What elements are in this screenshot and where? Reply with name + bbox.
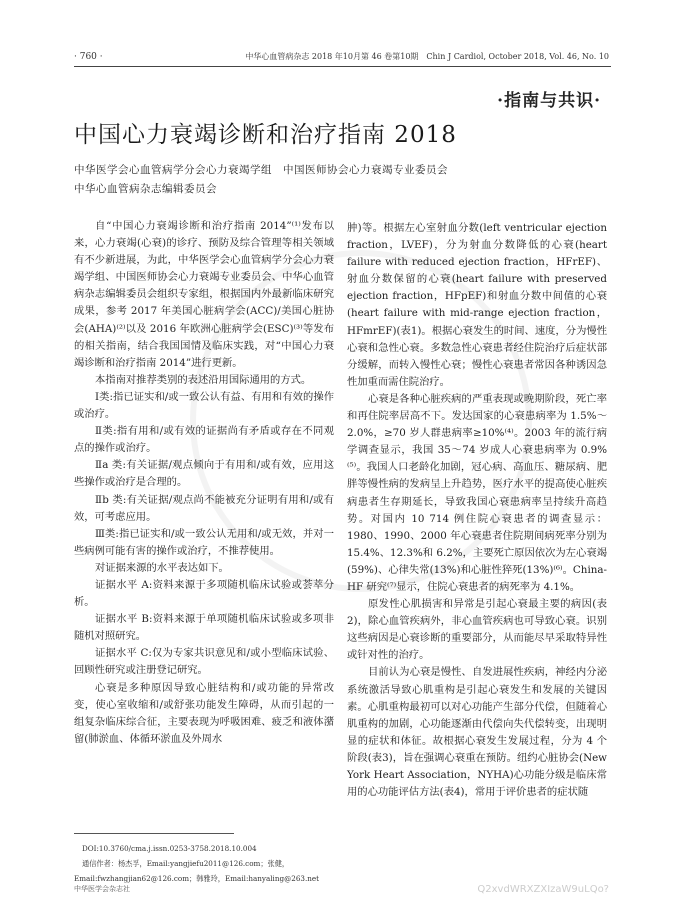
paragraph: 心衰是各种心脏疾病的严重表现或晚期阶段，死亡率和再住院率居高不下。发达国家的心衰患病率为 1.5%～2.0%，≥70 岁人群患病率≥10%⁽⁴⁾。2003 年的流行病学调查显示，我国 35～74 岁成人心衰患病率为 0.9%⁽⁵⁾。我国人口老龄化加剧，冠心病、高血压、糖尿病、肥胖等慢性病的发病呈上升趋势，医疗水平的提高使心脏疾病患者生存期延长，导致我国心衰患病率呈持续升高趋势。对国内 10 714 例住院心衰患者的调查显示：1980、1990、2000 年心衰患者住院期间病死率分别为 15.4%、12.3%和 6.2%，主要死亡原因依次为左心衰竭(59%)、心律失常(13%)和心脏性猝死(13%)⁽⁶⁾。China-HF 研究⁽⁷⁾显示，住院心衰患者的病死率为 4.1%。 [347, 392, 607, 593]
doi-text: DOI:10.3760/cma.j.issn.0253-3758.2018.10.004 [82, 844, 257, 853]
paragraph: 证据水平 C:仅为专家共识意见和/或小型临床试验、回顾性研究或注册登记研究。 [74, 647, 334, 677]
paragraph: 目前认为心衰是慢性、自发进展性疾病，神经内分泌系统激活导致心肌重构是引起心衰发生和发展的关键因素。心肌重构最初可以对心功能产生部分代偿，但随着心肌重构的加剧，心功能逐渐由代偿向失代偿转变，出现明显的症状和体征。故根据心衰发生发展过程，分为 4 个阶段(表3)，旨在强调心衰重在预防。纽约心脏协会(New York Heart Association，NYHA)心功能分级是临床常用的心功能评估方法(表4)，常用于评价患者的症状随 [347, 666, 607, 799]
watermark-code: Q2xvdWRXZXIzaW9uLQo? [477, 884, 609, 895]
page-number: · 760 · [74, 52, 103, 62]
paragraph: 心衰是多种原因导致心脏结构和/或功能的异常改变，使心室收缩和/或舒张功能发生障碍，从而引起的一组复杂临床综合征，主要表现为呼吸困难、疲乏和液体潴留(肺淤血、体循环淤血及外周水 [74, 681, 334, 745]
right-column [347, 220, 607, 801]
footnote-rule [74, 833, 234, 834]
paragraph: Ⅰ类:指已证实和/或一致公认有益、有用和有效的操作或治疗。 [74, 390, 334, 421]
paragraph: Ⅱa 类:有关证据/观点倾向于有用和/或有效，应用这些操作或治疗是合理的。 [74, 459, 334, 489]
left-column [74, 218, 334, 748]
paragraph: 对证据来源的水平表达如下。 [95, 561, 229, 574]
paragraph: 证据水平 B:资料来源于单项随机临床试验或多项非随机对照研究。 [74, 613, 334, 643]
paragraph: 证据水平 A:资料来源于多项随机临床试验或荟萃分析。 [74, 578, 334, 609]
footnote [74, 841, 336, 886]
journal-header: 中华心血管病杂志 2018 年10月第 46 卷第10期 Chin J Cardiol, October 2018, Vol. 46, No. 10 [245, 52, 609, 61]
correspondence-line: 通信作者：杨杰孚，Email:yangjiefu2011@126.com；张健， [82, 859, 290, 868]
correspondence-line: Email:fwzhangjian62@126.com；韩雅玲，Email:hanyaling@263.net [74, 874, 320, 883]
paragraph: 自“中国心力衰竭诊断和治疗指南 2014”⁽¹⁾发布以来，心力衰竭(心衰)的诊疗、预防及综合管理等相关领域有不少新进展，为此，中华医学会心血管病学分会心力衰竭学组、中国医师协会心力衰竭专业委员会、中华心血管病杂志编辑委员会组织专家组，根据国内外最新临床研究成果，参考 2017 年美国心脏病学会(ACC)/美国心脏协会(AHA)⁽²⁾以及 2016 年欧洲心脏病学会(ESC)⁽³⁾等发布的相关指南，结合我国国情及临床实践，对“中国心力衰竭诊断和治疗指南 2014”进行更新。 [74, 220, 334, 369]
paragraph: 原发性心肌损害和异常是引起心衰最主要的病因(表2)，除心血管疾病外，非心血管疾病也可导致心衰。识别这些病因是心衰诊断的重要部分，从而能尽早采取特异性或针对性的治疗。 [347, 598, 607, 662]
paragraph: 本指南对推荐类别的表述沿用国际通用的方式。 [95, 373, 312, 386]
paragraph: Ⅲ类:指已证实和/或一致公认无用和/或无效，并对一些病例可能有害的操作或治疗，不推荐使用。 [74, 527, 334, 557]
paragraph: 肿)等。根据左心室射血分数(left ventricular ejection fraction，LVEF)，分为射血分数降低的心衰(heart failure with reduced ejection fraction，HFrEF)、射血分数保留的心衰(heart failure with preserved ejection fraction，HFpEF)和射血分数中间值的心衰(heart failure with mid-range ejection fraction，HFmrEF)(表1)。根据心衰发生的时间、速度，分为慢性心衰和急性心衰。多数急性心衰患者经住院治疗后症状部分缓解，而转入慢性心衰；慢性心衰患者常因各种诱因急性加重而需住院治疗。 [347, 222, 607, 388]
section-tag: ·指南与共识· [497, 91, 601, 111]
article-title: 中国心力衰竭诊断和治疗指南 2018 [74, 122, 457, 148]
author-line: 中华心血管病杂志编辑委员会 [74, 183, 217, 195]
paragraph: Ⅱ类:指有用和/或有效的证据尚有矛盾或存在不同观点的操作或治疗。 [74, 425, 334, 455]
publisher-logo: 中华医学会杂志社 [74, 885, 130, 893]
paragraph: Ⅱb 类:有关证据/观点尚不能被充分证明有用和/或有效，可考虑应用。 [74, 493, 334, 523]
author-block [74, 161, 448, 199]
author-line: 中华医学会心血管病学分会心力衰竭学组 中国医师协会心力衰竭专业委员会 [74, 164, 448, 176]
header-rule [74, 66, 611, 67]
